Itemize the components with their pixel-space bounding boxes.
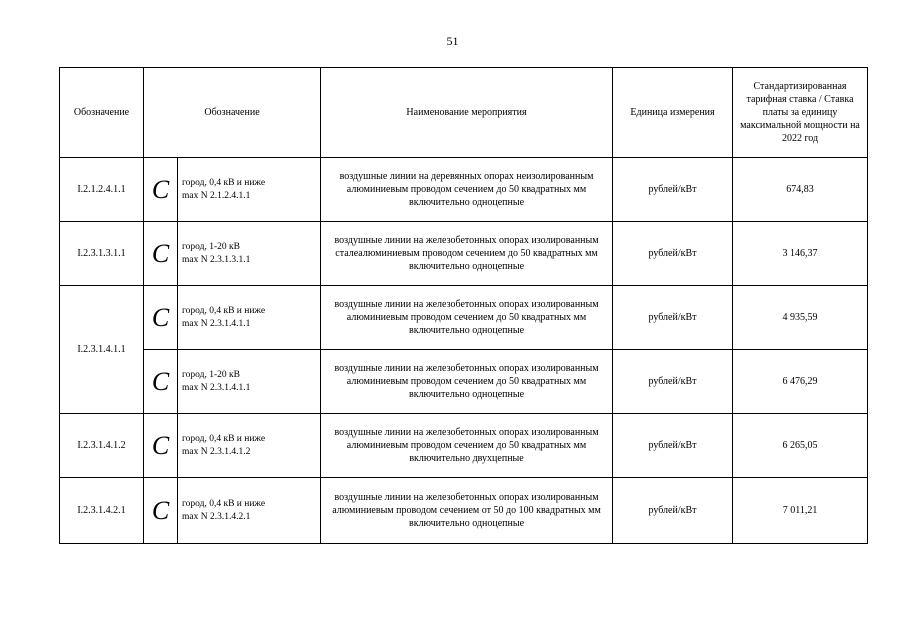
table-row bbox=[60, 350, 868, 414]
value-cell: 6 265,05 bbox=[733, 414, 868, 478]
unit-cell: рублей/кВт bbox=[613, 286, 733, 350]
measure-name: воздушные линии на железобетонных опорах изолированным алюминиевым проводом сечением до 50 квадратных мм включительно двухцепные bbox=[321, 414, 613, 478]
unit-cell: рублей/кВт bbox=[613, 222, 733, 286]
sub-code-line2: max N 2.3.1.4.1.2 bbox=[182, 446, 251, 457]
unit-cell: рублей/кВт bbox=[613, 478, 733, 544]
header-name: Наименование мероприятия bbox=[321, 68, 613, 158]
sub-code-line2: max N 2.3.1.3.1.1 bbox=[182, 254, 251, 265]
c-symbol: C bbox=[144, 350, 178, 414]
sub-code bbox=[178, 350, 321, 414]
value-cell: 3 146,37 bbox=[733, 222, 868, 286]
value-cell: 4 935,59 bbox=[733, 286, 868, 350]
sub-code-line2: max N 2.3.1.4.2.1 bbox=[182, 511, 251, 522]
measure-name: воздушные линии на железобетонных опорах изолированным алюминиевым проводом сечением от 50 до 100 квадратных мм включительно одноцепные bbox=[321, 478, 613, 544]
sub-code-line1: город, 1-20 кВ bbox=[182, 241, 240, 252]
table-row bbox=[60, 414, 868, 478]
unit-cell: рублей/кВт bbox=[613, 158, 733, 222]
c-symbol: C bbox=[144, 222, 178, 286]
unit-cell: рублей/кВт bbox=[613, 414, 733, 478]
header-rate: Стандартизированная тарифная ставка / Ставка платы за единицу максимальной мощности на 2022 год bbox=[733, 68, 868, 158]
table-row bbox=[60, 478, 868, 544]
value-cell: 6 476,29 bbox=[733, 350, 868, 414]
header-unit: Единица измерения bbox=[613, 68, 733, 158]
measure-name: воздушные линии на деревянных опорах неизолированным алюминиевым проводом сечением до 50 квадратных мм включительно одноцепные bbox=[321, 158, 613, 222]
tariff-table bbox=[59, 67, 868, 544]
sub-code-line1: город, 0,4 кВ и ниже bbox=[182, 498, 266, 509]
value-cell: 7 011,21 bbox=[733, 478, 868, 544]
sub-code-line1: город, 0,4 кВ и ниже bbox=[182, 433, 266, 444]
measure-name: воздушные линии на железобетонных опорах изолированным алюминиевым проводом сечением до 50 квадратных мм включительно одноцепные bbox=[321, 286, 613, 350]
sub-code bbox=[178, 478, 321, 544]
page-number: 51 bbox=[446, 34, 459, 48]
sub-code-line1: город, 0,4 кВ и ниже bbox=[182, 177, 266, 188]
header-designation-2: Обозначение bbox=[144, 68, 321, 158]
measure-name: воздушные линии на железобетонных опорах изолированным алюминиевым проводом сечением до 50 квадратных мм включительно одноцепные bbox=[321, 350, 613, 414]
sub-code bbox=[178, 158, 321, 222]
header-row bbox=[60, 68, 868, 158]
value-cell: 674,83 bbox=[733, 158, 868, 222]
sub-code-line1: город, 0,4 кВ и ниже bbox=[182, 305, 266, 316]
measure-name: воздушные линии на железобетонных опорах изолированным сталеалюминиевым проводом сечением до 50 квадратных мм включительно одноцепные bbox=[321, 222, 613, 286]
sub-code bbox=[178, 222, 321, 286]
c-symbol: C bbox=[144, 414, 178, 478]
header-designation: Обозначение bbox=[60, 68, 144, 158]
c-symbol: C bbox=[144, 158, 178, 222]
sub-code-line2: max N 2.1.2.4.1.1 bbox=[182, 190, 251, 201]
unit-cell: рублей/кВт bbox=[613, 350, 733, 414]
sub-code bbox=[178, 286, 321, 350]
sub-code-line2: max N 2.3.1.4.1.1 bbox=[182, 382, 251, 393]
sub-code bbox=[178, 414, 321, 478]
sub-code-line1: город, 1-20 кВ bbox=[182, 369, 240, 380]
c-symbol: C bbox=[144, 478, 178, 544]
table-row bbox=[60, 158, 868, 222]
row-code: I.2.3.1.3.1.1 bbox=[60, 222, 144, 286]
row-code: I.2.3.1.4.1.2 bbox=[60, 414, 144, 478]
row-code: I.2.1.2.4.1.1 bbox=[60, 158, 144, 222]
row-code: I.2.3.1.4.1.1 bbox=[60, 286, 144, 414]
table-row bbox=[60, 222, 868, 286]
c-symbol: C bbox=[144, 286, 178, 350]
table-row bbox=[60, 286, 868, 350]
sub-code-line2: max N 2.3.1.4.1.1 bbox=[182, 318, 251, 329]
row-code: I.2.3.1.4.2.1 bbox=[60, 478, 144, 544]
